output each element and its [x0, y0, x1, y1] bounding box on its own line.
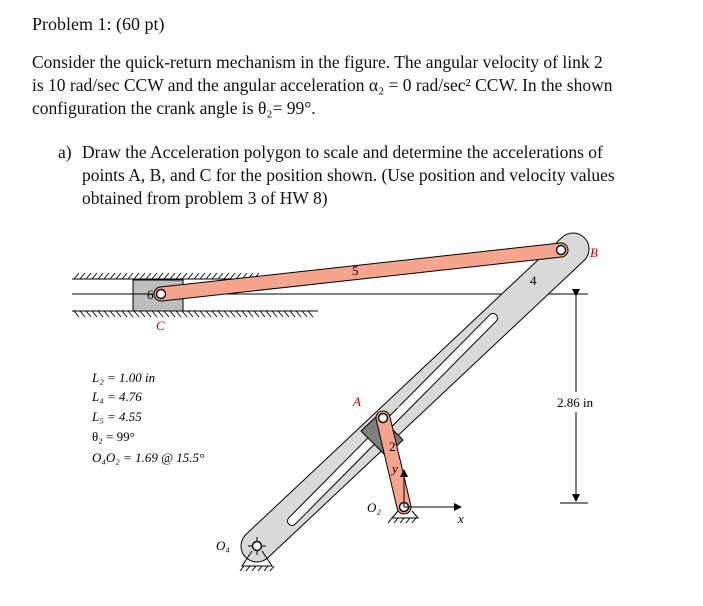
- param-theta2: θ₂ = 99°: [92, 429, 135, 444]
- part-a-line-1: Draw the Acceleration polygon to scale and determine the accelerations of: [82, 142, 603, 162]
- param-l4: L₄ = 4.76: [92, 389, 142, 404]
- label-link-5: 5: [352, 263, 359, 278]
- pin-o4: [253, 542, 262, 551]
- label-o4: O₄: [216, 538, 230, 553]
- label-link-4: 4: [530, 273, 537, 288]
- problem-title: Problem 1: (60 pt): [32, 14, 165, 34]
- label-o2: O₂: [367, 500, 381, 515]
- param-l5: L₅ = 4.55: [92, 409, 142, 424]
- param-l2: L₂ = 1.00 in: [92, 370, 156, 385]
- param-o4o2: O₄O₂ = 1.69 @ 15.5°: [92, 450, 205, 465]
- ground-hatch-bottom: [72, 311, 318, 317]
- statement-line-3: configuration the crank angle is θ₂= 99°.: [32, 98, 316, 118]
- pin-c: [157, 290, 166, 299]
- pin-a: [379, 414, 388, 423]
- part-a-label: a): [58, 142, 72, 162]
- label-y: y: [392, 461, 398, 476]
- link-5-coupler: [161, 250, 561, 294]
- statement-line-1: Consider the quick-return mechanism in the figure. The angular velocity of link 2: [32, 52, 603, 72]
- ground-hatch-top: [72, 273, 262, 279]
- label-link-3: 3: [397, 403, 403, 417]
- part-a-line-2: points A, B, and C for the position shown. (Use position and velocity values: [82, 165, 615, 185]
- dimension-label: 2.86 in: [557, 395, 594, 410]
- statement-line-2: is 10 rad/sec CCW and the angular acceleration α₂ = 0 rad/sec² CCW. In the shown: [32, 75, 613, 95]
- part-a-line-3: obtained from problem 3 of HW 8): [82, 188, 328, 208]
- label-x: x: [458, 511, 464, 526]
- label-point-a: A: [353, 394, 361, 409]
- pin-b: [557, 246, 566, 255]
- label-point-b: B: [590, 245, 598, 260]
- label-link-2: 2: [389, 439, 396, 454]
- parameter-list: [91, 370, 204, 465]
- label-point-c: C: [156, 318, 165, 333]
- label-link-6: 6: [147, 287, 154, 302]
